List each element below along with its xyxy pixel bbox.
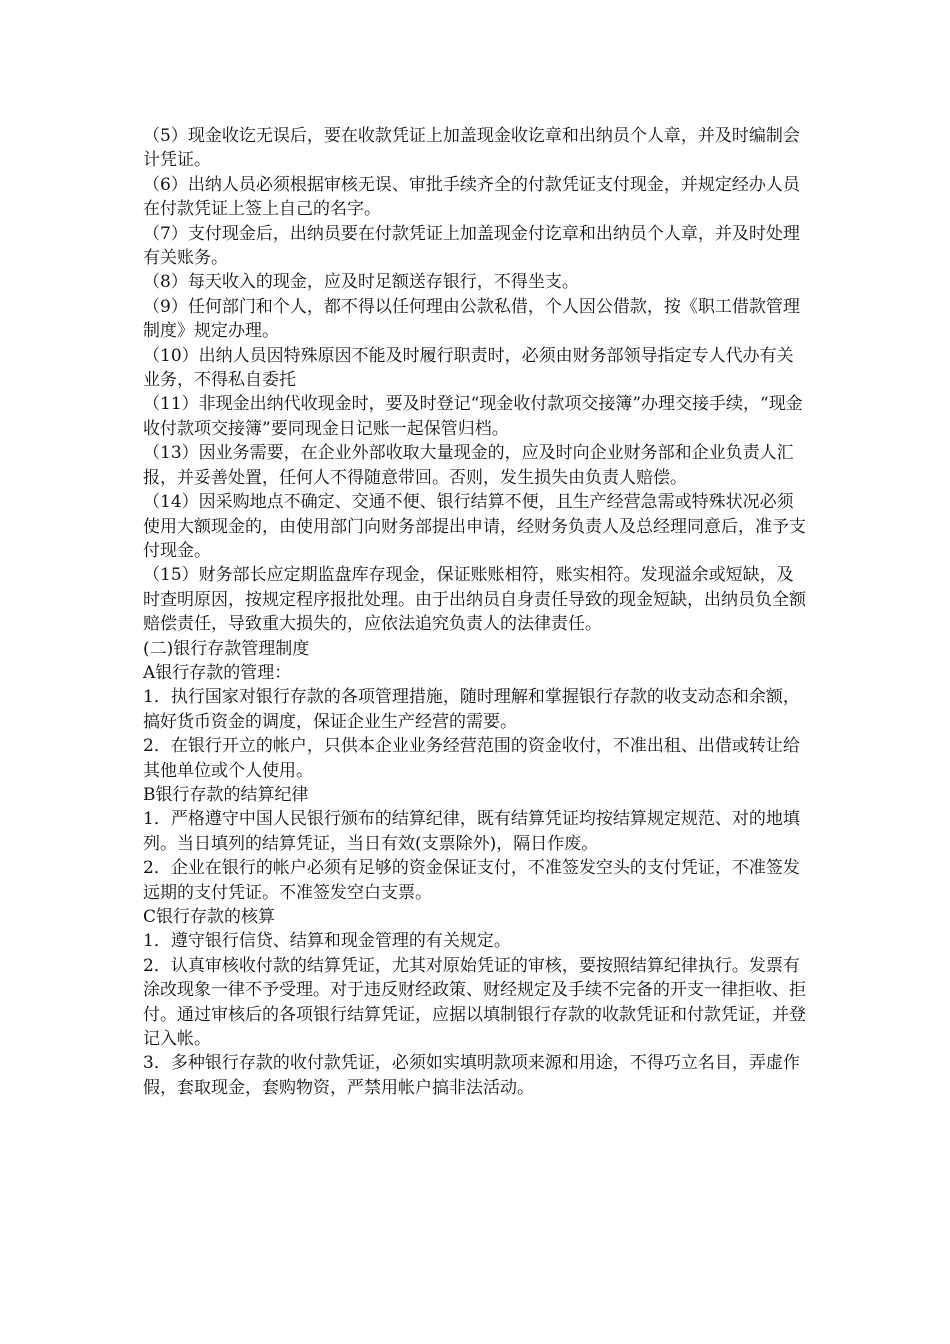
subheading-c: C银行存款的核算 (143, 907, 276, 927)
paragraph-a-1: 1．执行国家对银行存款的各项管理措施，随时理解和掌握银行存款的收支动态和余额，搞好货币资金的调度，保证企业生产经营的需要。 (143, 687, 800, 732)
paragraph-c-1: 1．遵守银行信贷、结算和现金管理的有关规定。 (143, 931, 511, 952)
paragraph-item-9: （9）任何部门和个人，都不得以任何理由公款私借，个人因公借款，按《职工借款管理制度》规定办理。 (143, 296, 800, 342)
paragraph-item-13: （13）因业务需要，在企业外部收取大量现金的，应及时向企业财务部和企业负责人汇报，并妥善处置，任何人不得随意带回。否则，发生损失由负责人赔偿。 (143, 443, 794, 488)
paragraph-item-8: （8）每天收入的现金，应及时足额送存银行，不得坐支。 (143, 272, 579, 293)
paragraph-b-2: 2．企业在银行的帐户必须有足够的资金保证支付，不准签发空头的支付凭证，不准签发远期的支付凭证。不准签发空白支票。 (143, 858, 800, 903)
section-heading-bank-deposit: (二)银行存款管理制度 (143, 638, 310, 659)
paragraph-a-2: 2．在银行开立的帐户，只供本企业业务经营范围的资金收付，不准出租、出借或转让给其他单位或个人使用。 (143, 736, 800, 781)
subheading-a: A银行存款的管理： (143, 662, 292, 683)
paragraph-b-1: 1．严格遵守中国人民银行颁布的结算纪律，既有结算凭证均按结算规定规范、对的地填列。当日填列的结算凭证，当日有效(支票除外)，隔日作废。 (143, 809, 800, 854)
paragraph-item-7: （7）支付现金后，出纳员要在付款凭证上加盖现金付讫章和出纳员个人章，并及时处理有关账务。 (143, 223, 800, 269)
paragraph-c-3: 3．多种银行存款的收付款凭证，必须如实填明款项来源和用途，不得巧立名目，弄虚作假，套取现金，套购物资，严禁用帐户搞非法活动。 (143, 1053, 800, 1098)
paragraph-item-10: （10）出纳人员因特殊原因不能及时履行职责时，必须由财务部领导指定专人代办有关业务，不得私自委托 (143, 345, 794, 391)
document-page (143, 124, 808, 1100)
paragraph-item-6: （6）出纳人员必须根据审核无误、审批手续齐全的付款凭证支付现金，并规定经办人员在付款凭证上签上自己的名字。 (143, 174, 800, 220)
paragraph-item-15: （15）财务部长应定期监盘库存现金，保证账账相符，账实相符。发现溢余或短缺，及时查明原因，按规定程序报批处理。由于出纳员自身责任导致的现金短缺，出纳员负全额赔偿责任，导致重大损失的，应依法追究负责人的法律责任。 (143, 565, 806, 635)
paragraph-item-5: （5）现金收讫无误后，要在收款凭证上加盖现金收讫章和出纳员个人章，并及时编制会计凭证。 (143, 126, 800, 171)
subheading-b: B银行存款的结算纪律 (143, 784, 309, 805)
paragraph-c-2: 2．认真审核收付款的结算凭证，尤其对原始凭证的审核，要按照结算纪律执行。发票有涂改现象一律不予受理。对于违反财经政策、财经规定及手续不完备的开支一律拒收、拒付。通过审核后的各项银行结算凭证，应据以填制银行存款的收款凭证和付款凭证，并登记入帐。 (143, 955, 806, 1050)
paragraph-item-14: （14）因采购地点不确定、交通不便、银行结算不便，且生产经营急需或特殊状况必须使用大额现金的，由使用部门向财务部提出申请，经财务负责人及总经理同意后，准予支付现金。 (143, 492, 806, 561)
paragraph-item-11: （11）非现金出纳代收现金时，要及时登记“现金收付款项交接簿”办理交接手续，“现金收付款项交接簿”要同现金日记账一起保管归档。 (143, 394, 803, 439)
